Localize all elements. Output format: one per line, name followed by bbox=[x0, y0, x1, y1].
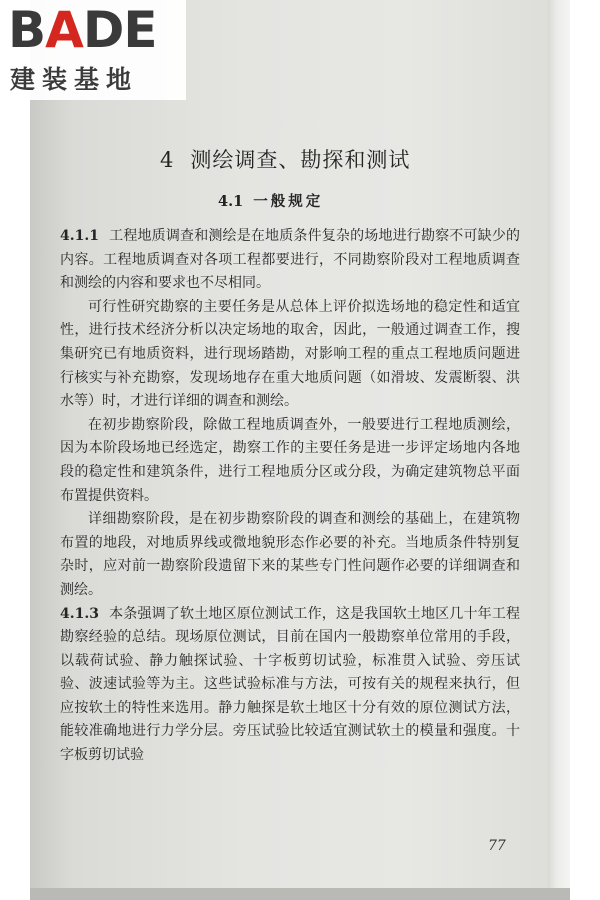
paragraph: 详细勘察阶段，是在初步勘察阶段的调查和测绘的基础上，在建筑物布置的地段，对地质界线或微地貌形态作必要的补充。当地质条件特别复杂时，应对前一勘察阶段遗留下来的某些专门性问题作必要的详细调查和测绘。 bbox=[60, 511, 520, 598]
chapter-number: 4 bbox=[160, 148, 175, 172]
paragraph bbox=[60, 225, 520, 296]
paragraph-text: 本条强调了软土地区原位测试工作，这是我国软土地区几十年工程勘察经验的总结。现场原位测试，目前在国内一般勘察单位常用的手段，以载荷试验、静力触探试验、十字板剪切试验，标准贯入试验、旁压试验、波速试验等为主。这些试验标准与方法，可按有关的规程来执行，但应按软土的特性来选用。静力触探是软土地区十分有效的原位测试方法，能较准确地进行力学分层。旁压试验比较适宜测试软土的模量和强度。十字板剪切试验 bbox=[60, 605, 520, 764]
paragraph bbox=[60, 603, 520, 768]
paragraph: 可行性研究勘察的主要任务是从总体上评价拟选场地的稳定性和适宜性，进行技术经济分析以决定场地的取舍，因此，一般通过调查工作，搜集研究已有地质资料，进行现场踏勘，对影响工程的重点工程地质问题进行核实与补充勘察，发现场地存在重大地质问题（如滑坡、发震断裂、洪水等）时，才进行详细的调查和测绘。 bbox=[60, 298, 520, 410]
chapter-title-text: 测绘调查、勘探和测试 bbox=[190, 148, 411, 172]
logo-wordmark bbox=[8, 1, 157, 59]
page-edge bbox=[548, 0, 570, 900]
logo-subtitle: 建装基地 bbox=[10, 65, 139, 94]
section-title bbox=[218, 190, 323, 211]
page-number: 77 bbox=[488, 838, 506, 854]
logo-text: BADE bbox=[8, 1, 157, 59]
page-bottom-shadow bbox=[30, 888, 570, 900]
clause-number: 4.1.3 bbox=[60, 605, 99, 622]
section-title-text: 一般规定 bbox=[253, 193, 324, 210]
clause-number: 4.1.1 bbox=[60, 228, 99, 244]
section-number: 4.1 bbox=[218, 193, 244, 210]
chapter-title bbox=[160, 144, 410, 174]
paragraph-text: 工程地质调查和测绘是在地质条件复杂的场地进行勘察不可缺少的内容。工程地质调查对各项工程都要进行，不同勘察阶段对工程地质调查和测绘的内容和要求也不尽相同。 bbox=[60, 228, 520, 292]
watermark-logo bbox=[0, 0, 186, 100]
body-text bbox=[60, 225, 520, 768]
paragraph: 在初步勘察阶段，除做工程地质调查外，一般要进行工程地质测绘，因为本阶段场地已经选定，勘察工作的主要任务是进一步评定场地内各地段的稳定性和建筑条件，进行工程地质分区或分段，为确定建筑物总平面布置提供资料。 bbox=[60, 416, 520, 504]
